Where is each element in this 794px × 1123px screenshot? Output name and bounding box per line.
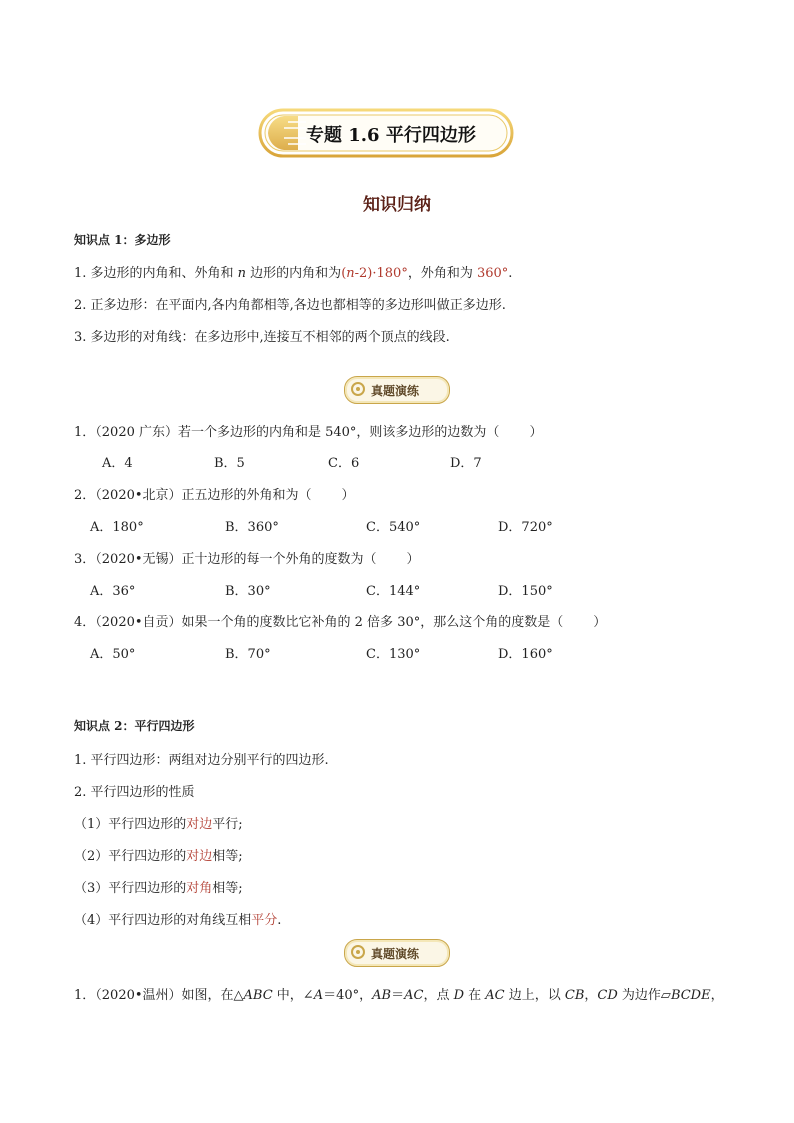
page-title: 专题 1.6 平行四边形	[306, 125, 476, 146]
knowledge-item-2: 2. 正多边形：在平面内,各内角都相等,各边也都相等的多边形叫做正多边形.	[74, 298, 506, 313]
option: A．180°	[90, 520, 144, 535]
option: A．4	[102, 456, 133, 471]
question-stem: 1．（2020 广东）若一个多边形的内角和是 540°，则该多边形的边数为（ ）	[74, 425, 543, 440]
property-1: （1）平行四边形的对边平行;	[74, 817, 243, 832]
option: B．30°	[225, 584, 271, 599]
option: D．7	[450, 456, 482, 471]
circle-icon	[351, 382, 365, 396]
knowledge-item-1: 1. 多边形的内角和、外角和 n 边形的内角和为(n-2)·180°，外角和为 360°.	[74, 266, 513, 281]
section2-heading: 知识点 2：平行四边形	[74, 719, 195, 733]
option: D．150°	[498, 584, 553, 599]
option: C．540°	[366, 520, 421, 535]
section1-heading: 知识点 1：多边形	[74, 233, 171, 247]
property-4: （4）平行四边形的对角线互相平分.	[74, 913, 282, 928]
option: B．70°	[225, 647, 271, 662]
option: A．36°	[90, 584, 136, 599]
practice-badge: 真题演练	[344, 939, 450, 967]
option: D．160°	[498, 647, 553, 662]
practice-badge: 真题演练	[344, 376, 450, 404]
circle-icon	[351, 945, 365, 959]
option: C．6	[328, 456, 360, 471]
properties-title: 2. 平行四边形的性质	[74, 785, 195, 800]
option: B．360°	[225, 520, 279, 535]
property-3: （3）平行四边形的对角相等;	[74, 881, 243, 896]
option: C．144°	[366, 584, 421, 599]
summary-heading: 知识归纳	[363, 195, 431, 215]
option: D．720°	[498, 520, 553, 535]
definition: 1. 平行四边形：两组对边分别平行的四边形.	[74, 753, 329, 768]
option: B．5	[214, 456, 245, 471]
option: A．50°	[90, 647, 136, 662]
knowledge-item-3: 3. 多边形的对角线：在多边形中,连接互不相邻的两个顶点的线段.	[74, 330, 450, 345]
question-stem: 4．（2020•自贡）如果一个角的度数比它补角的 2 倍多 30°，那么这个角的度数是（ ）	[74, 615, 607, 630]
option: C．130°	[366, 647, 421, 662]
question-stem: 2．（2020•北京）正五边形的外角和为（ ）	[74, 488, 355, 503]
question-stem: 3．（2020•无锡）正十边形的每一个外角的度数为（ ）	[74, 552, 420, 567]
property-2: （2）平行四边形的对边相等;	[74, 849, 243, 864]
question-stem: 1．（2020•温州）如图，在△ABC 中，∠A＝40°，AB＝AC，点 D 在 AC 边上，以 CB，CD 为边作▱BCDE，	[74, 988, 724, 1003]
